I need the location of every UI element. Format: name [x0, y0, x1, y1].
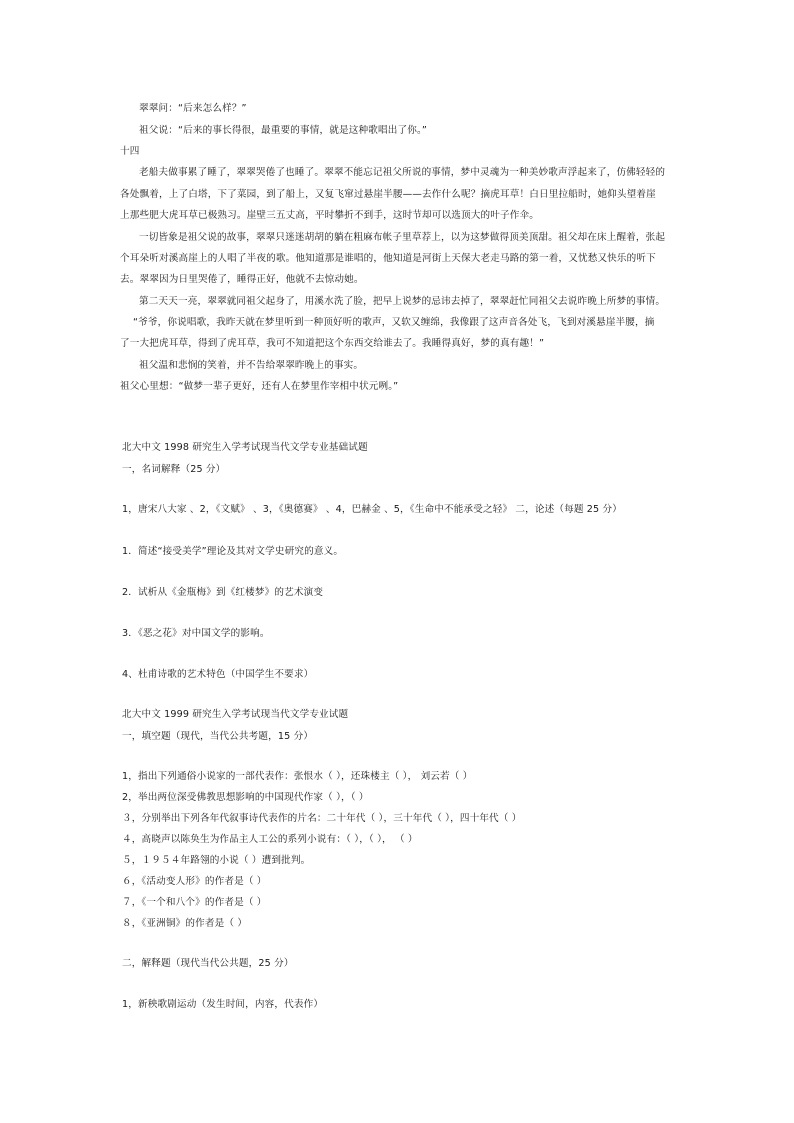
paragraph-line: 上那些肥大虎耳草已极熟习。崖壁三五丈高，平时攀折不到手，这时节却可以选顶大的叶子作伞。 [120, 210, 539, 221]
terms-line: 1，唐宋八大家 、2，《文赋》 、3，《奥德赛》 、4，巴赫金 、5，《生命中不能承受之轻》 二，论述（每题 25 分） [122, 504, 622, 515]
paragraph-line: 各处飘着，上了白塔，下了菜园，到了船上，又复飞窜过悬崖半腰——去作什么呢？摘虎耳草！白日里拉船时，她仰头望着崖 [120, 189, 656, 200]
paragraph-line: 了一大把虎耳草，得到了虎耳草，我可不知道把这个东西交给谁去了。我睡得真好，梦的真有趣！” [120, 338, 545, 349]
fill-question: ３，分别举出下列各年代叙事诗代表作的片名：二十年代（ ），三十年代（ ），四十年代（ ） [122, 813, 522, 824]
paragraph-line: “爷爷，你说唱歌，我昨天就在梦里听到一种顶好听的歌声，又软又缠绵，我像跟了这声音各处飞，飞到对溪悬崖半腰，摘 [133, 317, 655, 328]
chapter-number: 十四 [120, 146, 140, 157]
question: 2．试析从《金瓶梅》到《红楼梦》的艺术演变 [122, 587, 324, 598]
paragraph-line: 祖父心里想：“做梦一辈子更好，还有人在梦里作宰相中状元咧。” [120, 381, 399, 392]
paragraph-line: 老船夫做事累了睡了，翠翠哭倦了也睡了。翠翠不能忘记祖父所说的事情，梦中灵魂为一种美妙歌声浮起来了，仿佛轻轻的 [139, 167, 666, 178]
fill-question: ５，１９５４年路翎的小说（ ）遭到批判。 [122, 855, 311, 866]
section-heading: 一，名词解释（25 分） [122, 464, 226, 475]
fill-question: ４，高晓声以陈奂生为作品主人工公的系列小说有：（ ），（ ）， （ ） [122, 834, 418, 845]
question: 4、杜甫诗歌的艺术特色（中国学生不要求） [122, 669, 314, 680]
fill-question: ８，《亚洲铜》的作者是（ ） [122, 918, 248, 929]
dialogue-line: 翠翠问：“后来怎么样？” [139, 103, 247, 114]
fill-question: 2，举出两位深受佛教思想影响的中国现代作家（ ），（ ） [122, 792, 369, 803]
question: 1．简述“接受美学”理论及其对文学史研究的意义。 [122, 546, 344, 557]
fill-question: ７，《一个和八个》的作者是（ ） [122, 897, 267, 908]
paragraph-line: 一切皆象是祖父说的故事，翠翠只迷迷胡胡的躺在粗麻布帐子里草荐上，以为这梦做得顶美顶甜。祖父却在床上醒着，张起 [139, 232, 666, 243]
fill-question: ６，《活动变人形》的作者是（ ） [122, 876, 267, 887]
explain-question: 1，新秧歌剧运动（发生时间，内容，代表作） [122, 999, 324, 1010]
paragraph-line: 祖父温和悲悯的笑着，并不告给翠翠昨晚上的事实。 [139, 360, 364, 371]
fill-question: 1，指出下列通俗小说家的一部代表作：张恨水（ ），还珠楼主（ ）， 刘云若（ ） [122, 771, 473, 782]
paragraph-line: 第二天天一亮，翠翠就同祖父起身了，用溪水洗了脸，把早上说梦的忌讳去掉了，翠翠赶忙同祖父去说昨晚上所梦的事情。 [139, 296, 666, 307]
question: 3．《恶之花》对中国文学的影响。 [122, 628, 270, 639]
exam-title: 北大中文 1999 研究生入学考试现当代文学专业试题 [122, 709, 349, 720]
dialogue-line: 祖父说：“后来的事长得很，最重要的事情，就是这种歌唱出了你。” [139, 125, 428, 136]
paragraph-line: 个耳朵听对溪高崖上的人唱了半夜的歌。他知道那是谁唱的，他知道是河街上天保大老走马路的第一着，又忧愁又快乐的听下 [120, 253, 656, 264]
exam-title: 北大中文 1998 研究生入学考试现当代文学专业基础试题 [122, 442, 368, 453]
section-heading: 一，填空题（现代，当代公共考题，15 分） [122, 731, 314, 742]
section-heading: 二，解释题（现代当代公共题，25 分） [122, 958, 294, 969]
paragraph-line: 去。翠翠因为日里哭倦了，睡得正好，他就不去惊动她。 [120, 274, 364, 285]
